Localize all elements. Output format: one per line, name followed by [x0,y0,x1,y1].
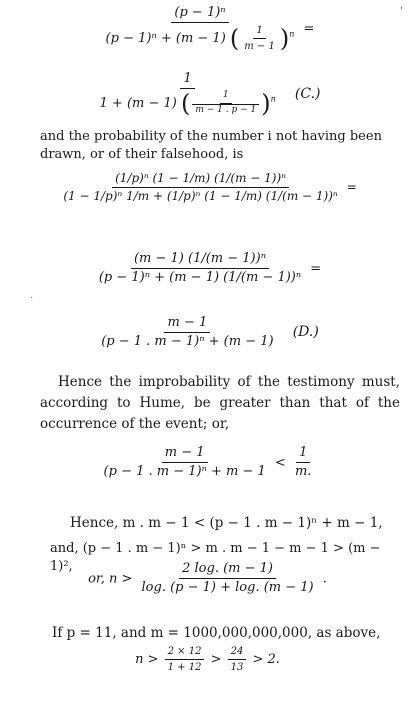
fraction-5 [101,446,269,480]
numerator: 2 × 12 [165,646,205,660]
equation-2 [0,172,415,203]
open-paren: ( [229,24,240,53]
denominator: (p − 1 . m − 1)ⁿ + m − 1 [103,464,266,480]
fraction-7b [228,646,247,673]
den-part: (p − 1)ⁿ + (m − 1) [105,31,226,47]
equation-6 [0,562,415,596]
fraction-5-rhs [292,446,314,480]
numerator: 2 log. (m − 1) [179,562,276,579]
fraction-d [98,316,276,350]
less-than-sign: < [274,455,286,471]
denominator [103,23,298,52]
denominator [97,89,279,116]
line-hence: Hence, m . m − 1 < (p − 1 . m − 1)ⁿ + m − 1, [70,515,383,531]
corner-mark: ' [400,6,403,17]
prefix: or, n > [88,571,133,587]
fraction-c-bottom [97,72,279,116]
tail: > 2. [252,652,280,667]
fraction-6 [139,562,317,596]
inner-den: m − 1 [244,41,275,53]
close-paren: ) [261,89,271,118]
fraction-3 [96,252,304,286]
equation-c-top [0,6,415,52]
inner-den: m − 1 . p − 1 [192,104,259,116]
denominator: log. (p − 1) + log. (m − 1) [141,580,314,596]
open-paren: ( [180,89,191,118]
equals-sign: = [310,261,322,277]
numerator: m − 1 [164,316,210,333]
line-and: and, (p − 1 . m − 1)ⁿ > m . m − 1 − m − 1 > (m − 1)², [50,541,381,574]
den-part: 1 + (m − 1) [99,96,177,112]
denominator: 13 [230,662,244,673]
inner-num: 1 [220,91,232,104]
equals-sign: = [303,21,315,37]
numerator: m − 1 [162,446,208,463]
equation-label-d: (D.) [292,324,319,341]
numerator: (m − 1) (1/(m − 1))ⁿ [131,252,269,269]
numerator: (1/p)ⁿ (1 − 1/m) (1/(m − 1))ⁿ [112,172,289,188]
inner-fraction [192,91,259,116]
denominator: (p − 1)ⁿ + (m − 1) (1/(m − 1))ⁿ [98,270,302,286]
equation-5 [0,446,415,480]
equation-d [0,316,415,350]
numerator: (p − 1)ⁿ [171,6,228,23]
paragraph-hume: Hence the improbability of the testimony must, according to Hume, be greater than that of the occurrence of the event; or, [40,374,400,432]
stray-mark: . [30,290,34,301]
equation-label-c: (C.) [294,85,321,102]
exponent: n [270,94,276,104]
numerator: 24 [228,646,247,660]
fraction-7a [165,646,205,673]
equation-c-bottom [0,72,415,116]
period: . [322,571,327,587]
denominator: 1 + 12 [167,662,202,673]
close-paren: ) [279,24,290,53]
equals-sign: = [346,180,357,195]
equation-3 [0,252,415,286]
equation-7 [0,646,415,673]
fraction-2 [60,172,340,203]
denominator: m. [294,464,312,480]
exponent: n [289,29,295,39]
fraction-c-top [103,6,298,52]
paragraph-probability: and the probability of the number i not having been drawn, or of their falsehood, is [40,129,382,162]
greater-than-sign: > [210,652,222,667]
denominator: (1 − 1/p)ⁿ 1/m + (1/p)ⁿ (1 − 1/m) (1/(m − 1))ⁿ [63,189,338,204]
inner-num: 1 [253,25,265,39]
numerator: 1 [296,446,310,463]
inner-fraction [241,25,278,52]
prefix: n > [135,652,159,667]
denominator: (p − 1 . m − 1)ⁿ + (m − 1) [101,334,274,350]
numerator: 1 [180,72,194,89]
line-if: If p = 11, and m = 1000,000,000,000, as above, [52,625,381,641]
